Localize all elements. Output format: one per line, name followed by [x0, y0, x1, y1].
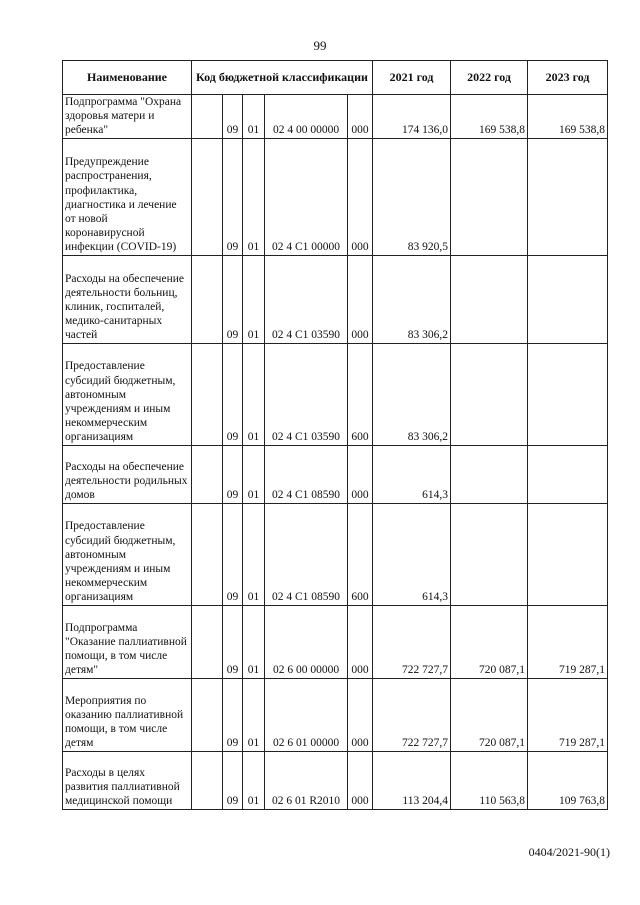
- table-row: [63, 678, 608, 751]
- row-expense-type: 600: [348, 343, 373, 445]
- row-spacer: [192, 503, 223, 605]
- header-name: Наименование: [63, 61, 192, 95]
- row-target-article: 02 4 С1 00000: [265, 138, 348, 255]
- row-value-2023: [528, 255, 608, 343]
- row-value-2023: [528, 343, 608, 445]
- row-name: Расходы на обеспечение деятельности родильных домов: [63, 445, 192, 503]
- row-value-2021: 83 306,2: [373, 343, 451, 445]
- document-code: 0404/2021-90(1): [528, 845, 610, 859]
- row-value-2023: 109 763,8: [528, 751, 608, 809]
- row-value-2021: 722 727,7: [373, 678, 451, 751]
- row-subsection: 01: [243, 605, 265, 678]
- table-row: [63, 445, 608, 503]
- header-code: Код бюджетной классификации: [192, 61, 373, 95]
- row-value-2022: 169 538,8: [451, 95, 528, 139]
- row-value-2021: 83 306,2: [373, 255, 451, 343]
- row-expense-type: 000: [348, 445, 373, 503]
- row-spacer: [192, 138, 223, 255]
- row-name: Предупреждение распространения, профилактика, диагностика и лечение от новой коронавирусной инфекции (COVID-19): [63, 138, 192, 255]
- row-target-article: 02 6 01 00000: [265, 678, 348, 751]
- row-value-2022: 110 563,8: [451, 751, 528, 809]
- row-section: 09: [223, 95, 243, 139]
- row-value-2021: 113 204,4: [373, 751, 451, 809]
- row-expense-type: 000: [348, 678, 373, 751]
- table-row: [63, 605, 608, 678]
- row-expense-type: 000: [348, 95, 373, 139]
- row-section: 09: [223, 605, 243, 678]
- row-target-article: 02 6 01 R2010: [265, 751, 348, 809]
- row-name: Подпрограмма "Охрана здоровья матери и ребенка": [63, 95, 192, 139]
- row-section: 09: [223, 503, 243, 605]
- row-value-2023: 719 287,1: [528, 678, 608, 751]
- row-name: Предоставление субсидий бюджетным, автономным учреждениям и иным некоммерческим организациям: [63, 343, 192, 445]
- row-section: 09: [223, 751, 243, 809]
- row-value-2023: 719 287,1: [528, 605, 608, 678]
- row-subsection: 01: [243, 95, 265, 139]
- table-row: [63, 95, 608, 139]
- row-target-article: 02 4 00 00000: [265, 95, 348, 139]
- row-section: 09: [223, 678, 243, 751]
- budget-table: [62, 60, 608, 810]
- row-value-2023: [528, 445, 608, 503]
- table-row: [63, 138, 608, 255]
- row-value-2022: [451, 445, 528, 503]
- row-spacer: [192, 95, 223, 139]
- row-value-2022: [451, 255, 528, 343]
- row-subsection: 01: [243, 343, 265, 445]
- row-subsection: 01: [243, 503, 265, 605]
- table-row: [63, 255, 608, 343]
- row-target-article: 02 6 00 00000: [265, 605, 348, 678]
- row-name: Мероприятия по оказанию паллиативной помощи, в том числе детям: [63, 678, 192, 751]
- row-section: 09: [223, 343, 243, 445]
- header-2021: 2021 год: [373, 61, 451, 95]
- row-section: 09: [223, 255, 243, 343]
- row-target-article: 02 4 С1 03590: [265, 255, 348, 343]
- row-expense-type: 000: [348, 751, 373, 809]
- row-target-article: 02 4 С1 08590: [265, 503, 348, 605]
- row-target-article: 02 4 С1 03590: [265, 343, 348, 445]
- table-header-row: [63, 61, 608, 95]
- table-body: [63, 95, 608, 810]
- row-value-2022: 720 087,1: [451, 605, 528, 678]
- row-value-2023: 169 538,8: [528, 95, 608, 139]
- row-value-2021: 614,3: [373, 503, 451, 605]
- row-value-2022: [451, 343, 528, 445]
- table-row: [63, 343, 608, 445]
- row-expense-type: 000: [348, 255, 373, 343]
- row-spacer: [192, 343, 223, 445]
- row-name: Предоставление субсидий бюджетным, автономным учреждениям и иным некоммерческим организациям: [63, 503, 192, 605]
- row-value-2023: [528, 138, 608, 255]
- row-spacer: [192, 751, 223, 809]
- header-2022: 2022 год: [451, 61, 528, 95]
- row-name: Расходы на обеспечение деятельности больниц, клиник, госпиталей, медико-санитарных частей: [63, 255, 192, 343]
- row-name: Расходы в целях развития паллиативной медицинской помощи: [63, 751, 192, 809]
- row-spacer: [192, 445, 223, 503]
- row-expense-type: 000: [348, 138, 373, 255]
- row-subsection: 01: [243, 255, 265, 343]
- row-subsection: 01: [243, 138, 265, 255]
- row-section: 09: [223, 138, 243, 255]
- table-row: [63, 503, 608, 605]
- row-value-2022: [451, 503, 528, 605]
- row-value-2022: 720 087,1: [451, 678, 528, 751]
- page-number: 99: [313, 38, 327, 53]
- row-target-article: 02 4 С1 08590: [265, 445, 348, 503]
- row-value-2021: 722 727,7: [373, 605, 451, 678]
- row-spacer: [192, 255, 223, 343]
- header-2023: 2023 год: [528, 61, 608, 95]
- row-subsection: 01: [243, 678, 265, 751]
- row-expense-type: 000: [348, 605, 373, 678]
- row-subsection: 01: [243, 445, 265, 503]
- table-row: [63, 751, 608, 809]
- row-expense-type: 600: [348, 503, 373, 605]
- row-value-2021: 614,3: [373, 445, 451, 503]
- row-section: 09: [223, 445, 243, 503]
- row-value-2022: [451, 138, 528, 255]
- row-value-2021: 174 136,0: [373, 95, 451, 139]
- row-subsection: 01: [243, 751, 265, 809]
- row-value-2023: [528, 503, 608, 605]
- row-spacer: [192, 605, 223, 678]
- row-value-2021: 83 920,5: [373, 138, 451, 255]
- row-name: Подпрограмма "Оказание паллиативной помощи, в том числе детям": [63, 605, 192, 678]
- row-spacer: [192, 678, 223, 751]
